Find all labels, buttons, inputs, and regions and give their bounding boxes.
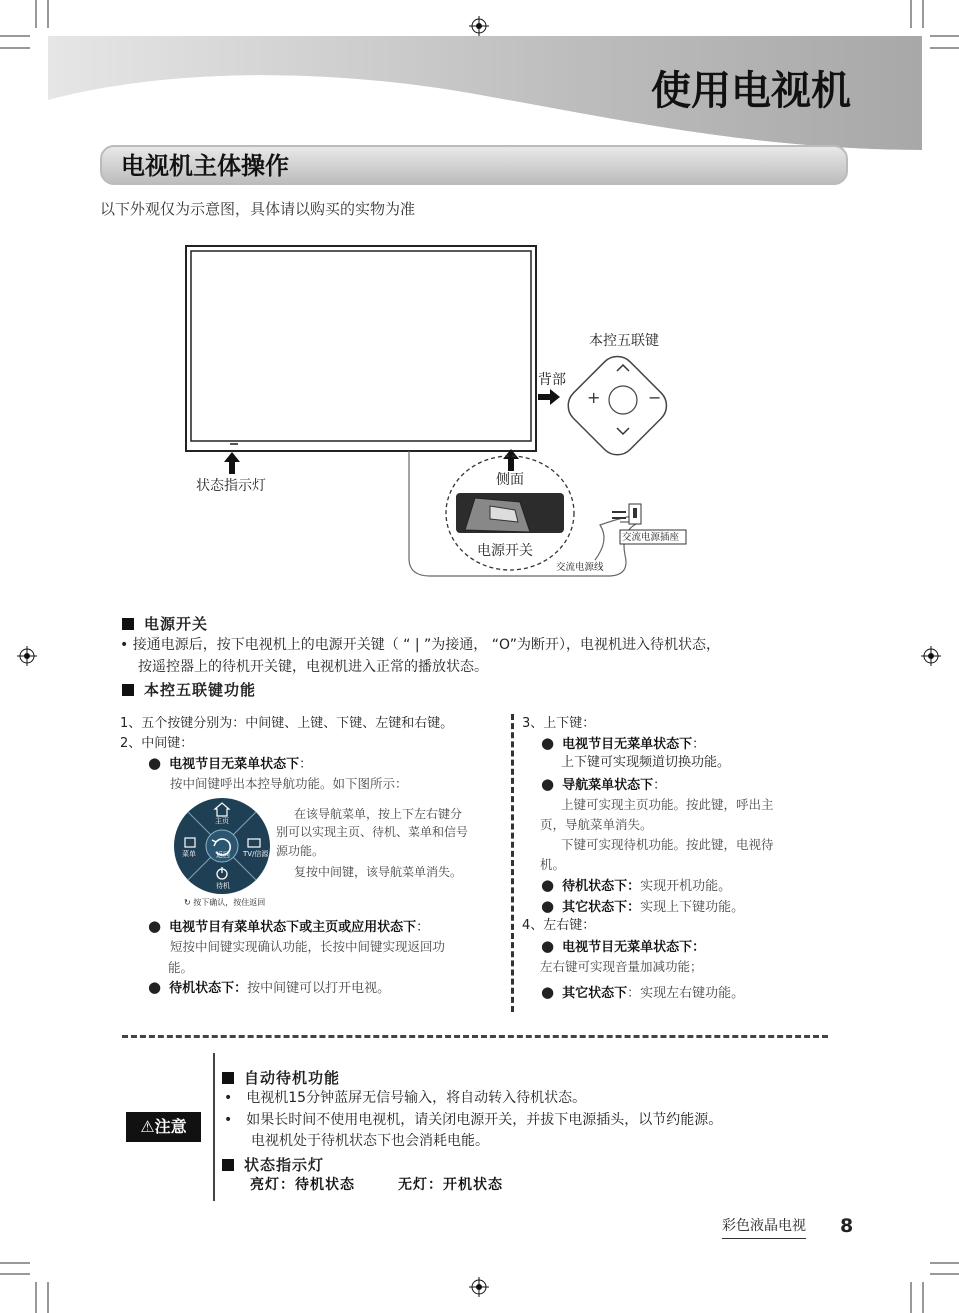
right-bullet-2-t4: 机。 [540,857,566,872]
nav-home-label: 主页 [215,817,229,825]
auto-line-3: 电视机处于待机状态下也会消耗电能。 [251,1133,489,1149]
auto-line-1: • 电视机15分钟蓝屏无信号输入，将自动转入待机状态。 [224,1090,587,1106]
caution-vertical-rule [213,1053,215,1201]
caution-divider-dashed [122,1035,828,1038]
auto-standby-title: 自动待机功能 [222,1068,340,1088]
auto-line-2: • 如果长时间不使用电视机，请关闭电源开关，并拔下电源插头，以节约能源。 [224,1112,723,1128]
warning-icon: ⚠ [140,1117,155,1136]
right-bullet-1: ● 电视节目无菜单状态下： [541,734,706,752]
side-label: 侧面 [496,472,524,488]
left-bullet-2: ● 电视节目有菜单状态下或主页或应用状态下： [148,917,430,935]
nav-tv-label: TV/信源 [243,850,269,858]
caution-badge: ⚠注意 [126,1112,201,1142]
power-switch-label: 电源开关 [477,543,533,559]
nav-desc-4: 复按中间键，该导航菜单消失。 [294,865,463,879]
registration-mark-left [17,646,37,666]
nav-back-label: 返回 [216,851,230,859]
section-note: 以下外观仅为示意图，具体请以购买的实物为准 [100,200,416,218]
nav-desc-3: 源功能。 [276,844,325,858]
left-line-1: 1、五个按键分别为：中间键、上键、下键、左键和右键。 [120,716,454,731]
right-bullet-5-text: 左右键可实现音量加减功能； [540,959,703,974]
right-bullet-4: ● 其它状态下：实现上下键功能。 [541,897,745,915]
power-line-1: • 接通电源后，按下电视机上的电源开关键（ “ | ”为接通， “O”为断开），电视机进入待机状态， [120,637,721,653]
left-bullet-3: ● 待机状态下：按中间键可以打开电视。 [148,978,391,996]
left-bullet-1-text: 按中间键呼出本控导航功能。如下图所示： [170,776,408,791]
left-bullet-2-text-1: 短按中间键实现确认功能，长按中间键实现返回功 [170,939,446,954]
left-bullet-1: ● 电视节目无菜单状态下： [148,754,313,772]
right-bullet-1-text: 上下键可实现频道切换功能。 [561,755,731,770]
column-divider [511,714,514,1012]
right-bullet-2-t2: 页，导航菜单消失。 [540,817,653,832]
left-line-2: 2、中间键： [120,736,194,751]
right-line-3: 3、上下键： [522,716,596,731]
left-bullet-2-text-2: 能。 [168,960,194,975]
footer-product: 彩色液晶电视 [722,1216,806,1239]
right-bullet-2-t1: 上键可实现主页功能。按此键，呼出主 [561,797,774,812]
nav-menu-label: 菜单 [182,850,196,858]
power-section-title [122,614,208,634]
back-label: 背部 [538,372,566,388]
light-on-text: 亮灯：待机状态 [250,1177,355,1193]
right-bullet-6: ● 其它状态下：实现左右键功能。 [541,983,745,1001]
right-bullet-5: ● 电视节目无菜单状态下： [541,937,706,955]
five-key-minus: − [648,388,662,407]
nav-desc-1: 在该导航菜单，按上下左右键分 [294,807,463,821]
right-line-4: 4、左右键： [522,918,596,933]
power-title-text: 电源开关 [144,615,209,633]
light-off-text: 无灯：开机状态 [398,1177,503,1193]
right-bullet-2: ● 导航菜单状态下： [541,775,667,793]
ac-socket-label: 交流电源插座 [622,532,680,543]
nav-hint: ↻ 按下确认，按住返回 [184,898,266,907]
registration-mark-top [469,16,489,36]
status-light-label: 状态指示灯 [196,478,266,494]
five-key-section-title [122,680,256,700]
five-key-plus: + [587,388,601,407]
right-bullet-2-t3: 下键可实现待机功能。按此键，电视待 [561,837,774,852]
crop-marks-bottom [0,1260,959,1313]
ac-cord-label: 交流电源线 [556,562,604,573]
five-key-label: 本控五联键 [589,333,659,349]
nav-standby-label: 待机 [216,882,230,890]
power-line-2: 按遥控器上的待机开关键，电视机进入正常的播放状态。 [138,659,488,675]
status-light-title: 状态指示灯 [222,1155,324,1175]
refresh-icon: ↻ [184,898,194,907]
right-bullet-3: ● 待机状态下：实现开机功能。 [541,876,732,894]
page-title: 使用电视机 [651,68,851,114]
registration-mark-right [921,646,941,666]
page-number: 8 [840,1215,854,1237]
nav-desc-2: 别可以实现主页、待机、菜单和信号 [276,825,469,839]
section-title: 电视机主体操作 [121,152,289,180]
five-key-title-text: 本控五联键功能 [144,681,257,699]
nav-wheel [172,796,272,896]
